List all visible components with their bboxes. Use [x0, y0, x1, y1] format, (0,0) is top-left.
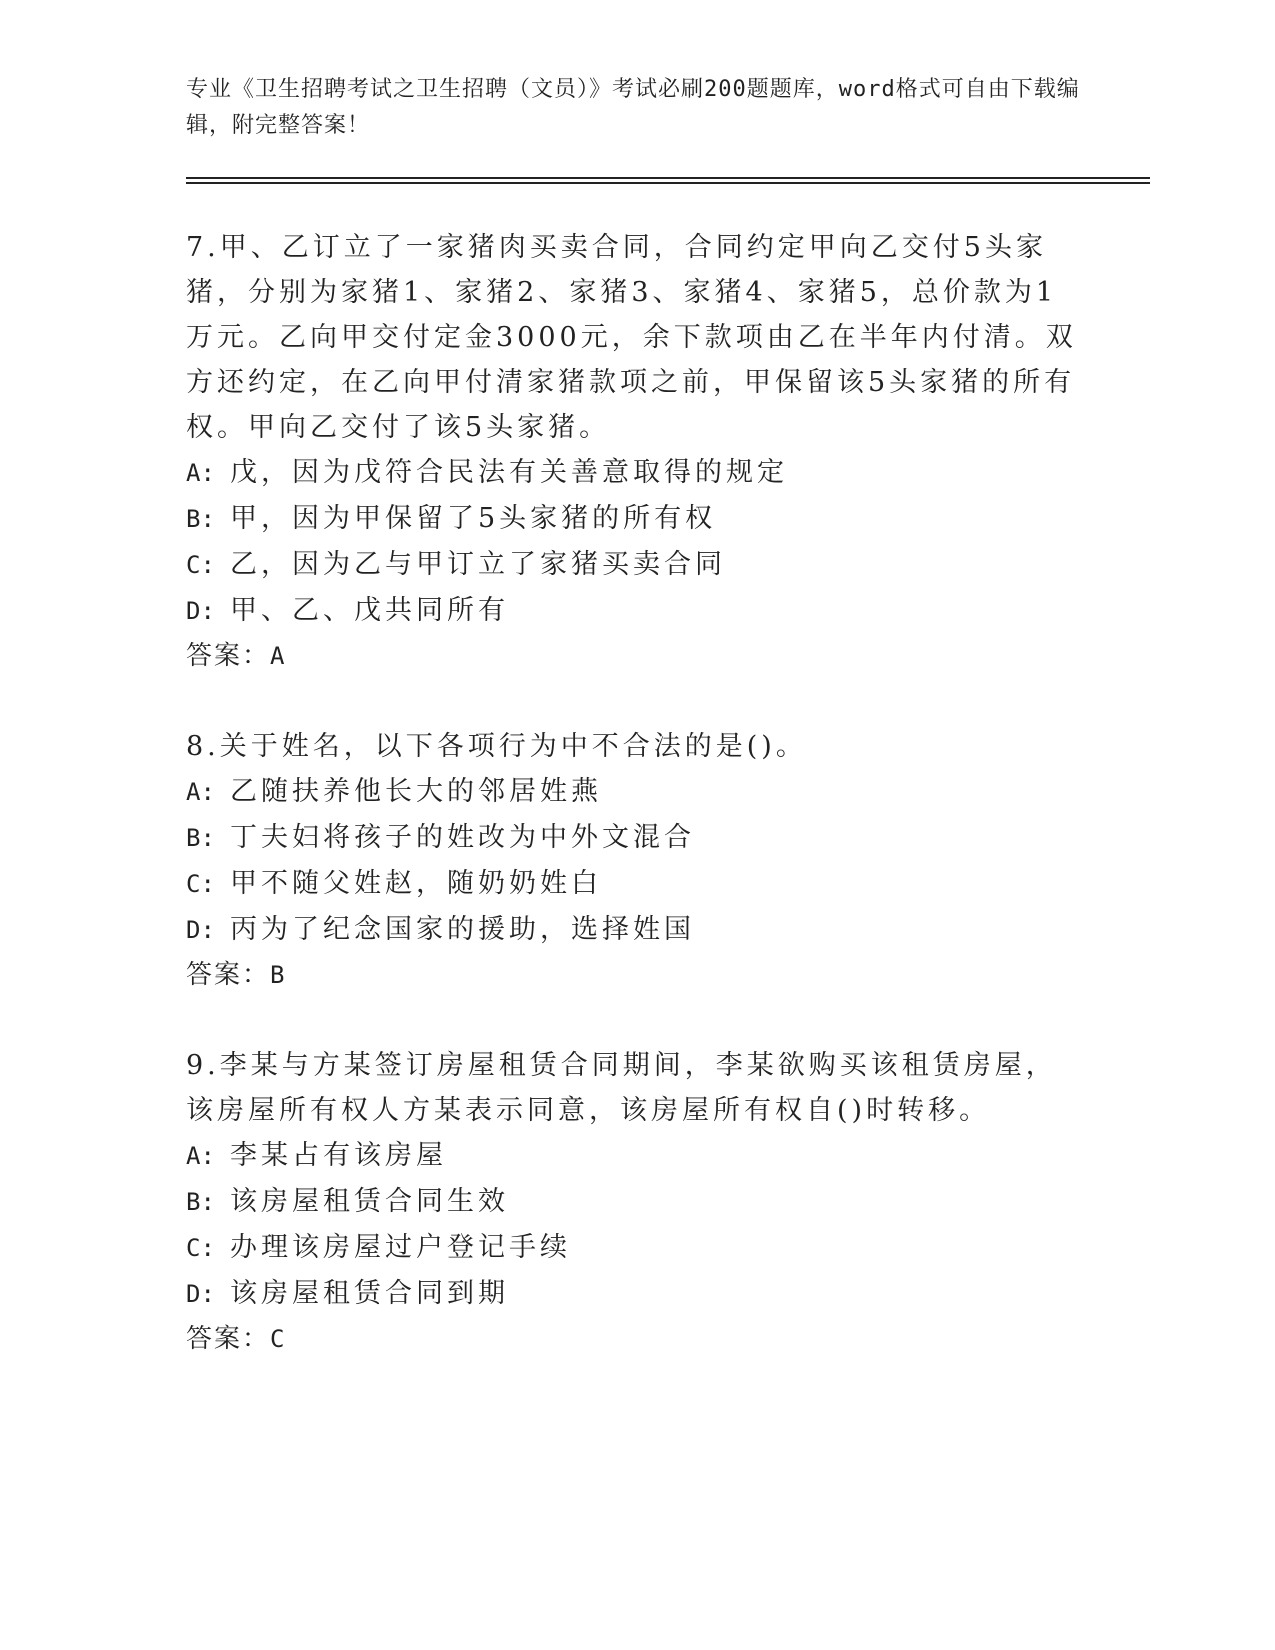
question-7 [186, 225, 1086, 679]
option-letter: A: [186, 459, 215, 487]
option-text: 该房屋租赁合同生效 [230, 1186, 509, 1217]
option-b [186, 496, 1086, 542]
option-letter: B: [186, 1188, 215, 1216]
question-stem: 7.甲、乙订立了一家猪肉买卖合同，合同约定甲向乙交付5头家猪，分别为家猪1、家猪2、家猪3、家猪4、家猪5，总价款为1万元。乙向甲交付定金3000元，余下款项由乙在半年内付清。双方还约定，在乙向甲付清家猪款项之前，甲保留该5头家猪的所有权。甲向乙交付了该5头家猪。 [186, 232, 1077, 443]
question-stem: 8.关于姓名，以下各项行为中不合法的是()。 [186, 731, 807, 762]
option-letter: D: [186, 1280, 215, 1308]
option-letter: A: [186, 778, 215, 806]
answer-value: C [270, 1325, 285, 1353]
document-header [186, 72, 1086, 144]
option-a [186, 1133, 1086, 1179]
option-text: 乙随扶养他长大的邻居姓燕 [230, 776, 602, 807]
option-text: 甲不随父姓赵，随奶奶姓白 [230, 868, 602, 899]
answer-line [186, 953, 1086, 998]
option-text: 甲，因为甲保留了5头家猪的所有权 [230, 503, 717, 534]
option-text: 李某占有该房屋 [230, 1140, 447, 1171]
option-c [186, 1225, 1086, 1271]
option-b [186, 815, 1086, 861]
option-c [186, 542, 1086, 588]
option-b [186, 1179, 1086, 1225]
option-d [186, 588, 1086, 634]
answer-label: 答案： [186, 960, 271, 990]
option-text: 丙为了纪念国家的援助，选择姓国 [230, 914, 695, 945]
option-text: 甲、乙、戊共同所有 [230, 595, 509, 626]
header-rule-bottom [186, 182, 1150, 184]
question-9 [186, 1043, 1086, 1362]
option-a [186, 769, 1086, 815]
option-text: 乙，因为乙与甲订立了家猪买卖合同 [230, 549, 726, 580]
option-letter: D: [186, 597, 215, 625]
option-letter: C: [186, 551, 215, 579]
option-letter: C: [186, 870, 215, 898]
answer-label: 答案： [186, 641, 271, 671]
option-letter: C: [186, 1234, 215, 1262]
option-letter: B: [186, 824, 215, 852]
question-list [186, 225, 1086, 1407]
option-letter: B: [186, 505, 215, 533]
question-8 [186, 724, 1086, 998]
header-text: 专业《卫生招聘考试之卫生招聘（文员）》考试必刷200题题库，word格式可自由下载编辑，附完整答案！ [186, 77, 1080, 138]
answer-value: B [270, 961, 285, 989]
header-rule-top [186, 177, 1150, 179]
answer-label: 答案： [186, 1324, 271, 1354]
answer-line [186, 634, 1086, 679]
answer-value: A [270, 642, 285, 670]
answer-line [186, 1317, 1086, 1362]
option-a [186, 450, 1086, 496]
option-d [186, 1271, 1086, 1317]
option-letter: D: [186, 916, 215, 944]
option-text: 戊，因为戊符合民法有关善意取得的规定 [230, 457, 788, 488]
question-stem: 9.李某与方某签订房屋租赁合同期间，李某欲购买该租赁房屋，该房屋所有权人方某表示同意，该房屋所有权自()时转移。 [186, 1050, 1057, 1126]
option-d [186, 907, 1086, 953]
option-text: 办理该房屋过户登记手续 [230, 1232, 571, 1263]
option-letter: A: [186, 1142, 215, 1170]
option-c [186, 861, 1086, 907]
option-text: 该房屋租赁合同到期 [230, 1278, 509, 1309]
option-text: 丁夫妇将孩子的姓改为中外文混合 [230, 822, 695, 853]
